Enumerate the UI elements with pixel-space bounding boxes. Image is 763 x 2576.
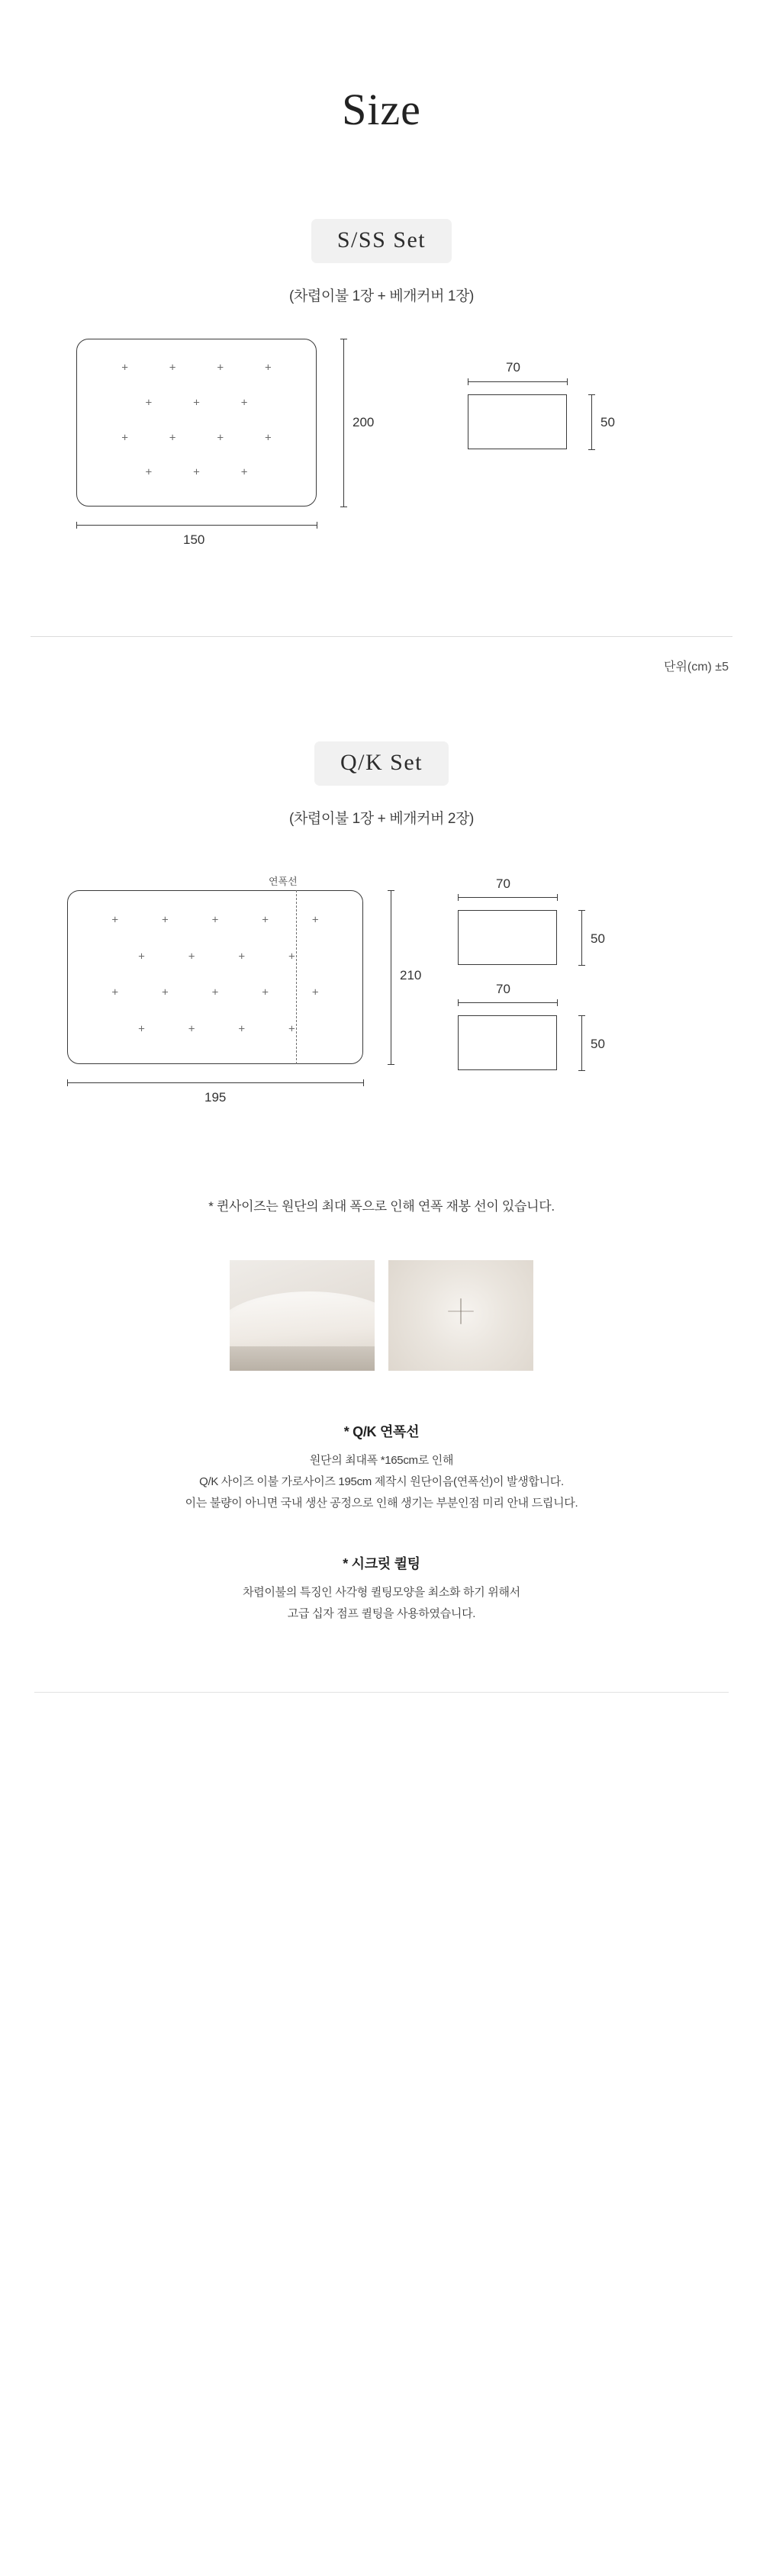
set-subtitle-s-ss: (차렵이불 1장 + 베개커버 1장) (289, 288, 474, 304)
quilt-plus: + (169, 431, 176, 445)
cross-stitch-quilting-photo (388, 1260, 533, 1371)
dimension-label-pillow2-width: 70 (496, 982, 510, 996)
info-block-seam-line: 원단의 최대폭 *165cm로 인해 (309, 1454, 454, 1467)
quilt-plus: + (111, 986, 119, 999)
set-subtitle-q-k: (차렵이불 1장 + 베개커버 2장) (289, 811, 474, 827)
seam-label: 연폭선 (269, 876, 298, 887)
dimension-tick (578, 965, 585, 966)
info-block-quilting-line: 차렵이불의 특징인 사각형 퀼팅모양을 최소화 하기 위해서 (243, 1586, 520, 1600)
dimension-tick (557, 894, 558, 901)
quilt-plus: + (311, 986, 319, 999)
pillow-rect-q-k-1 (458, 910, 557, 965)
quilt-plus: + (138, 950, 145, 963)
queen-seam-note: * 퀸사이즈는 원단의 최대 폭으로 인해 연폭 재봉 선이 있습니다. (208, 1199, 555, 1214)
dimension-tick (363, 1079, 364, 1086)
dimension-tick (578, 1070, 585, 1071)
info-block-seam-title: * Q/K 연폭선 (343, 1424, 420, 1439)
photo-row (0, 1260, 763, 1371)
dimension-tick (557, 999, 558, 1006)
quilt-plus: + (161, 913, 169, 927)
dimension-label-height-s-ss: 200 (353, 415, 375, 429)
dimension-line-pillow1-width (458, 897, 557, 898)
set-chip-q-k: Q/K Set (314, 741, 449, 786)
info-block-quilting (0, 1553, 763, 1625)
dimension-label-width-q-k: 195 (204, 1090, 227, 1105)
quilt-plus: + (238, 950, 246, 963)
quilt-plus: + (238, 1022, 246, 1036)
quilt-plus: + (121, 431, 128, 445)
info-block-quilting-line: 고급 십자 점프 퀼팅을 사용하였습니다. (287, 1607, 476, 1620)
dimension-tick (67, 1079, 68, 1086)
quilt-plus: + (188, 1022, 195, 1036)
dimension-tick (458, 999, 459, 1006)
dimension-tick (578, 1015, 585, 1016)
quilt-plus: + (217, 431, 224, 445)
info-block-seam-line: 이는 불량이 아니면 국내 생산 공정으로 인해 생기는 부분인점 미리 안내 드립니다. (185, 1496, 578, 1510)
quilt-plus: + (211, 986, 219, 999)
dimension-line-pillow2-height (581, 1015, 582, 1070)
dimension-line-pillow-width-s-ss (468, 381, 567, 382)
quilt-rect-s-ss (76, 339, 317, 507)
bottom-divider-rule (34, 1692, 729, 1693)
quilt-plus: + (193, 465, 200, 479)
quilt-plus: + (240, 396, 248, 410)
chip-wrap-q-k (0, 741, 763, 786)
diagram-q-k (0, 873, 763, 1148)
dimension-label-pillow2-height: 50 (591, 1037, 605, 1051)
quilt-plus: + (265, 431, 272, 445)
diagram-s-ss (0, 339, 763, 590)
quilt-plus: + (240, 465, 248, 479)
quilt-plus: + (262, 913, 269, 927)
set-block-s-ss (0, 219, 763, 305)
dimension-line-pillow-height-s-ss (591, 394, 592, 449)
dimension-line-horizontal-s-ss (76, 525, 317, 526)
pillow-rect-q-k-2 (458, 1015, 557, 1070)
quilt-plus: + (111, 913, 119, 927)
quilt-plus: + (169, 361, 176, 375)
dimension-tick (578, 910, 585, 911)
set-chip-s-ss: S/SS Set (311, 219, 452, 263)
dimension-line-pillow1-height (581, 910, 582, 965)
dimension-tick (458, 894, 459, 901)
pillow-rect-s-ss-1 (468, 394, 567, 449)
quilt-plus: + (217, 361, 224, 375)
dimension-label-pillow-width-s-ss: 70 (506, 360, 520, 375)
dimension-label-width-s-ss: 150 (183, 532, 205, 547)
dimension-label-pillow1-height: 50 (591, 931, 605, 946)
quilt-plus: + (161, 986, 169, 999)
chip-wrap-s-ss (0, 219, 763, 263)
dimension-tick (567, 378, 568, 385)
dimension-label-pillow1-width: 70 (496, 876, 510, 891)
pillow-corner-photo (230, 1260, 375, 1371)
dimension-tick (76, 522, 77, 529)
dimension-tick (588, 394, 595, 395)
unit-note: 단위(cm) ±5 (663, 661, 729, 674)
quilt-plus: + (211, 913, 219, 927)
quilt-plus: + (193, 396, 200, 410)
dimension-label-height-q-k: 210 (400, 968, 422, 982)
quilt-plus: + (262, 986, 269, 999)
info-block-seam-line: Q/K 사이즈 이불 가로사이즈 195cm 제작시 원단이음(연폭선)이 발생합니다. (199, 1475, 564, 1488)
quilt-plus: + (311, 913, 319, 927)
seam-dashed-line (296, 890, 297, 1064)
dimension-line-pillow2-width (458, 1002, 557, 1003)
dimension-tick (588, 449, 595, 450)
quilt-plus: + (145, 396, 153, 410)
quilt-plus: + (265, 361, 272, 375)
quilt-plus: + (138, 1022, 145, 1036)
info-block-quilting-title: * 시크릿 퀼팅 (343, 1556, 420, 1572)
set-block-q-k (0, 741, 763, 828)
quilt-plus: + (188, 950, 195, 963)
page-title: Size (342, 85, 421, 134)
dimension-tick (388, 1064, 394, 1065)
quilt-plus: + (288, 1022, 295, 1036)
quilt-plus: + (121, 361, 128, 375)
divider-rule (31, 636, 732, 637)
dimension-line-vertical-s-ss (343, 339, 344, 507)
dimension-label-pillow-height-s-ss: 50 (600, 415, 615, 429)
dimension-line-horizontal-q-k (67, 1082, 363, 1083)
dimension-tick (388, 890, 394, 891)
quilt-plus: + (288, 950, 295, 963)
quilt-rect-q-k (67, 890, 363, 1064)
info-block-seam (0, 1421, 763, 1513)
quilt-plus: + (145, 465, 153, 479)
